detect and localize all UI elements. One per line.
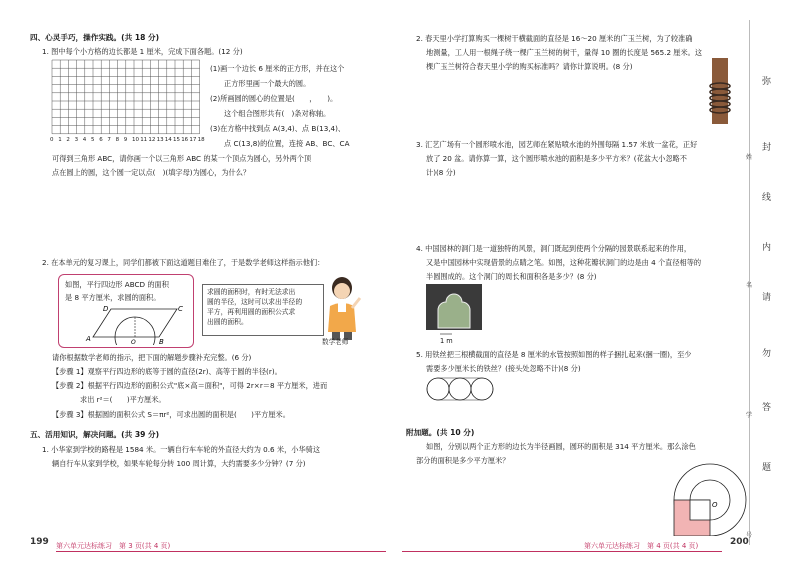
hint-line3: 平方，再利用圆的面积公式求 <box>207 308 296 316</box>
margin-char: 请 <box>762 293 772 303</box>
axis-label: 15 <box>173 136 180 143</box>
r-q5-line2: 需要多少厘米长的铁丝？(接头处忽略不计)(8 分) <box>426 364 581 373</box>
step-2: 【步骤 2】根据平行四边形的面积公式"底×高＝面积"，可得 2r×r＝8 平方厘米，进而 <box>52 381 328 390</box>
extra-line1: 如图，分别以两个正方形的边长为半径画圆，圆环的面积是 314 平方厘米。那么涂色 <box>426 442 696 451</box>
left-page <box>0 0 392 566</box>
s5-q1-line2: 辆自行车从家到学校，如果车轮每分转 100 周计算，大约需要多少分钟？(7 分) <box>52 459 306 468</box>
q1-part3-line4: 点在圆上的圆，这个圆一定以点( )(填字母)为圆心，为什么？ <box>52 168 251 177</box>
q1-part2: (2)所画圆的圆心的位置是( ， )。 <box>210 94 338 103</box>
margin-char: 答 <box>762 403 772 413</box>
label-d: D <box>103 305 109 313</box>
s5-q1-line1: 1. 小华家到学校的路程是 1584 米。一辆自行车车轮的外直径大约为 0.6 米，小华骑这 <box>42 445 321 454</box>
r-q2-line1: 2. 春天里小学打算购买一棵树干横截面的直径是 16～20 厘米的广玉兰树，为了较准确 <box>416 34 693 43</box>
label-c: C <box>178 305 183 313</box>
r-q3-line2: 放了 20 盆。请你算一算，这个圆形喷水池的面积是多少平方米？(花盆大小忽略不 <box>426 154 687 163</box>
label-a: A <box>86 335 91 343</box>
margin-field-label: 姓 <box>746 154 753 161</box>
page-number-left: 199 <box>30 537 49 547</box>
scale-label: 1 m <box>440 337 453 345</box>
axis-label: 9 <box>123 136 128 143</box>
axis-label: 16 <box>181 136 189 143</box>
axis-label: 18 <box>197 136 205 143</box>
axis-label: 2 <box>66 136 70 143</box>
right-page <box>396 0 800 566</box>
axis-label: 1 <box>58 136 62 143</box>
r-q3-line1: 3. 汇艺广场有一个圆形喷水池，园艺师在紧贴喷水池的外围每隔 1.57 米放一盆花，正好 <box>416 140 698 149</box>
axis-label: 12 <box>148 136 156 143</box>
problem-bubble <box>58 274 194 348</box>
q1-part3-line3: 可得到三角形 ABC，请你画一个以三角形 ABC 的某一个顶点为圆心，另外两个顶 <box>52 154 312 163</box>
teacher-label: 数学老师 <box>322 338 349 346</box>
axis-label: 11 <box>140 136 148 143</box>
margin-char: 内 <box>762 243 772 253</box>
teacher-hint <box>202 284 324 336</box>
parallelogram-figure <box>85 303 185 345</box>
margin-char: 封 <box>762 143 772 153</box>
q1-part1-line1: (1)画一个边长 6 厘米的正方形，并在这个 <box>210 64 345 73</box>
margin-char: 题 <box>762 463 772 473</box>
page-number-right: 200 <box>730 537 749 547</box>
hint-line4: 出圆的面积。 <box>207 318 248 326</box>
axis-label: 17 <box>189 136 197 143</box>
margin-char: 弥 <box>762 77 772 87</box>
section-4-title: 四、心灵手巧，操作实践。(共 18 分) <box>30 33 160 42</box>
pipes-figure <box>426 376 496 402</box>
axis-label: 14 <box>164 136 172 143</box>
q1-heading: 1. 图中每个小方格的边长都是 1 厘米，完成下面各题。(12 分) <box>42 47 243 56</box>
footer-rule-left <box>56 551 386 552</box>
section-5-title: 五、活用知识，解决问题。(共 39 分) <box>30 430 160 439</box>
margin-field-label: 学 <box>746 412 753 419</box>
grid-figure <box>48 58 206 144</box>
q1-part1-line2: 正方形里画一个最大的圆。 <box>224 79 311 88</box>
q1-part2-axis: 这个组合图形共有( )条对称轴。 <box>224 109 331 118</box>
step-3: 【步骤 3】根据圆的面积公式 S＝πr²，可求出圆的面积是( )平方厘米。 <box>52 410 290 419</box>
center-label: O <box>712 501 718 509</box>
r-q4-line1: 4. 中国园林的洞门是一道独特的风景，洞门既起到使两个分隔的园景联系起来的作用， <box>416 244 692 253</box>
label-b: B <box>159 338 164 345</box>
r-q2-line2: 地测量，工人用一根绳子绕一棵广玉兰树的树干，量得 10 圈的长度是 565.2 厘米。这 <box>426 48 703 57</box>
extra-title: 附加题。(共 10 分) <box>406 428 475 437</box>
step-1: 【步骤 1】观察平行四边形的底等于圆的直径(2r)、高等于圆的半径(r)。 <box>52 367 282 376</box>
problem-line2: 是 8 平方厘米，求圆的面积。 <box>65 293 161 302</box>
extra-line2: 部分的面积是多少平方厘米？ <box>416 456 510 465</box>
axis-label: 4 <box>82 136 87 143</box>
moon-gate-figure <box>426 284 482 338</box>
margin-field-label: 名 <box>746 282 753 289</box>
q2-heading: 2. 在本单元的复习课上，同学们都被下面这道题目难住了，于是数学老师这样指示他们： <box>42 258 325 267</box>
r-q4-line3: 半圆围成的。这个洞门的周长和面积各是多少？(8 分) <box>426 272 597 281</box>
hint-line1: 求圆的面积时，有时无法求出 <box>207 288 296 296</box>
axis-label: 8 <box>115 136 120 143</box>
r-q4-line2: 又是中国园林中实现借景的点睛之笔。如图，这种花瓣状洞门的边是由 4 个直径相等的 <box>426 258 702 267</box>
footer-left: 第六单元达标练习 第 3 页(共 4 页) <box>56 542 171 550</box>
footer-right: 第六单元达标练习 第 4 页(共 4 页) <box>584 542 699 550</box>
axis-label: 13 <box>156 136 164 143</box>
q1-part3-line2: 点 C(13,8)的位置，连接 AB、BC、CA <box>224 139 350 148</box>
axis-label: 3 <box>74 136 79 143</box>
r-q5-line1: 5. 用铁丝把三根横截面的直径是 8 厘米的水管按照如图的样子捆扎起来(捆一圈)，至少 <box>416 350 692 359</box>
problem-line1: 如图，平行四边形 ABCD 的面积 <box>65 280 169 289</box>
hint-line2: 圆的半径，这时可以求出半径的 <box>207 298 303 306</box>
teacher-illustration <box>322 276 364 342</box>
r-q2-line3: 棵广玉兰树符合春天里小学的购买标准吗？请你计算说明。(8 分) <box>426 62 633 71</box>
q2-instruction: 请你根据数学老师的指示，把下面的解题步骤补充完整。(6 分) <box>52 353 252 362</box>
margin-char: 线 <box>762 193 772 203</box>
axis-label: 6 <box>99 136 103 143</box>
q1-part3-line1: (3)在方格中找到点 A(3,4)、点 B(13,4)、 <box>210 124 346 133</box>
tree-trunk-figure <box>706 58 734 124</box>
axis-label: 10 <box>132 136 139 143</box>
axis-label: 0 <box>50 136 54 143</box>
axis-label: 5 <box>91 136 95 143</box>
margin-field-label: 号 <box>746 532 753 539</box>
r-q3-line3: 计)(8 分) <box>426 168 456 177</box>
label-o: O <box>131 339 136 345</box>
footer-rule-right <box>402 551 722 552</box>
step-2-cont: 求出 r²＝( )平方厘米。 <box>80 395 166 404</box>
ring-figure <box>670 460 752 536</box>
margin-char: 勿 <box>762 349 772 359</box>
axis-label: 7 <box>107 136 111 143</box>
